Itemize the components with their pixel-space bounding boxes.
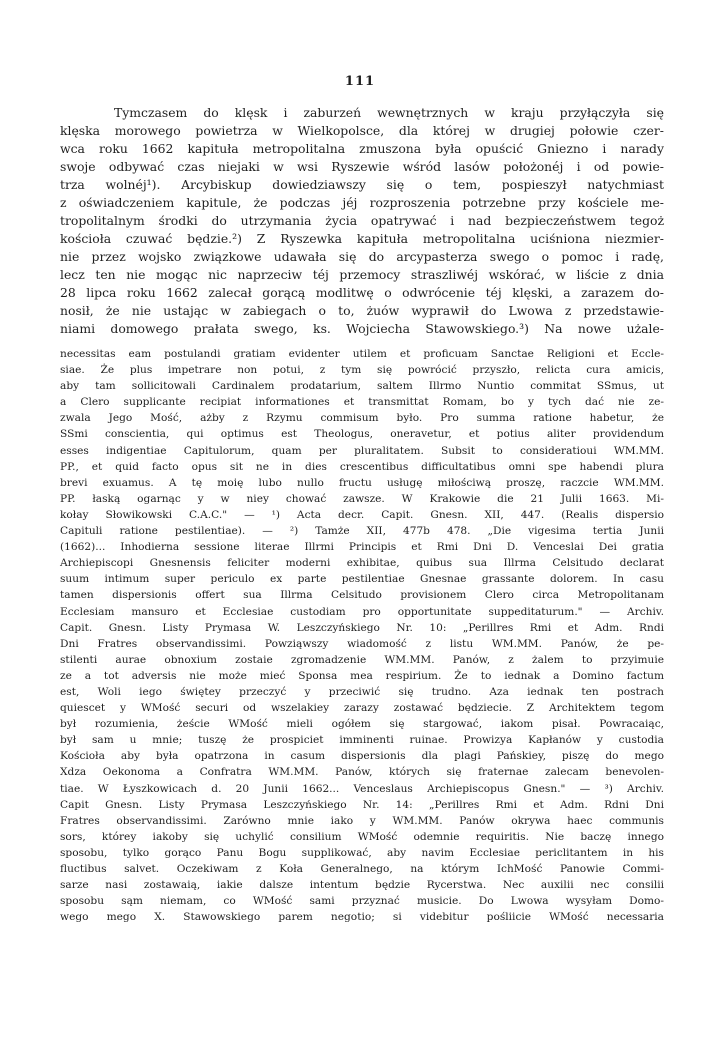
footnote-line: (1662)... Inhodierna sessione literae Illrmi Principis et Rmi Dni D. Venceslai Dei gratia [60, 541, 664, 554]
footnote-line: a Clero supplicante recipiat informationes et transmittat Romam, bo y tych dać nie ze- [60, 396, 664, 409]
footnote-line: sors, którey iakoby się uchylić consilium WMość odemnie requiritis. Nie baczę innego [60, 830, 664, 843]
footnote-line: Ecclesiam mansuro et Ecclesiae custodiam pro opportunitate suppeditaturum." — Archiv. [60, 605, 664, 618]
main-text-line: tropolitalnym środki do utrzymania życia opatrywać i nad bezpieczeństwem tegoż [60, 213, 664, 228]
footnote-line: fluctibus salvet. Oczekiwam z Koła Generalnego, na którym IchMość Panowie Commi- [60, 863, 664, 875]
footnote-line: wego mego X. Stawowskiego parem negotio; si videbitur pośliicie WMość necessaria [60, 911, 664, 924]
footnote-line: SSmi conscientia, qui optimus est Theologus, oneravetur, et potius aliter providendum [60, 428, 664, 441]
footnote-line: był sam u mnie; tuszę że prospiciet imminenti ruinae. Prowizya Kapłanów y custodia [60, 734, 664, 747]
footnote-line: tamen dispersionis offert sua Illrma Celsitudo provisionem Clero circa Metropolitanam [60, 589, 664, 602]
footnote-line: necessitas eam postulandi gratiam evidenter utilem et proficuam Sanctae Religioni et Eccle- [60, 348, 664, 360]
footnote-line: zwala Jego Mość, ażby z Rzymu commisum było. Pro summa ratione habetur, że [60, 412, 664, 425]
footnote-line: Capit. Gnesn. Listy Prymasa W. Leszczyńskiego Nr. 10: „Perillres Rmi et Adm. Rndi [60, 621, 664, 634]
page-number: 111 [344, 74, 376, 89]
footnote-line: Xdza Oekonoma a Confratra WM.MM. Panów, których się fraternae zalecam benevolen- [60, 766, 664, 779]
main-text-line: niami domowego prałata swego, ks. Wojciecha Stawowskiego.³) Na nowe użale- [60, 321, 664, 336]
main-text-line: Tymczasem do klęsk i zaburzeń wewnętrznych w kraju przyłączyła się [114, 105, 664, 120]
main-text [60, 104, 664, 338]
footnote-line: tiae. W Łyszkowicach d. 20 Junii 1662... Venceslaus Archiepiscopus Gnesn." — ³) Archiv. [60, 782, 664, 795]
footnote-line: Capit Gnesn. Listy Prymasa Leszczyńskiego Nr. 14: „Perillres Rmi et Adm. Rdni Dni [60, 798, 664, 811]
footnote-line: sarze nasi zostawaią, iakie dalsze intentum będzie Rycerstwa. Nec auxilii nec consilii [60, 879, 664, 892]
footnote-line: Kościoła aby była opatrzona in casum dispersionis dla plagi Pańskiey, piszę do mego [60, 750, 664, 763]
footnote-line: kołay Słowikowski C.A.C." — ¹) Acta decr. Capit. Gnesn. XII, 447. (Realis dispersio [60, 508, 664, 521]
footnote-line: suum intimum super periculo ex parte pestilentiae Gnesnae grassante dolorem. In casu [60, 573, 664, 586]
footnote-line: siae. Że plus impetrare non potui, z tym się powrócić przyszło, relicta cura amicis, [60, 364, 664, 377]
footnote-line: sposobu, tylko gorąco Panu Bogu supplikować, aby navim Ecclesiae periclitantem in his [60, 846, 664, 859]
footnote-line: est, Woli iego świętey przeczyć y przeciwić się trudno. Aza iednak ten postrach [60, 685, 664, 698]
main-text-line: trza wolnéj¹). Arcybiskup dowiedziawszy się o tem, pospieszył natychmiast [60, 177, 664, 192]
footnote-line: Archiepiscopi Gnesnensis feliciter moderni exhibitae, quibus sua Illrma Celsitudo declarat [60, 557, 664, 570]
footnote-line: aby tam sollicitowali Cardinalem prodatarium, saltem Illrmo Nuntio commitat SSmus, ut [60, 380, 664, 393]
footnote-line: Dni Fratres observandissimi. Powziąwszy wiadomość z listu WM.MM. Panów, że pe- [60, 637, 664, 650]
footnote-line: ze a tot adversis nie może mieć Sponsa mea respirium. Że to iednak a Domino factum [60, 669, 664, 682]
main-text-line: 28 lipca roku 1662 zalecał gorącą modlitwę o odwrócenie téj klęski, a zarazem do- [60, 285, 664, 300]
main-text-line: swoje odbywać czas niejaki w wsi Ryszewie wśród lasów położonéj i od powie- [60, 159, 664, 174]
footnote-line: Capituli ratione pestilentiae). — ²) Tamże XII, 477b 478. „Die vigesima tertia Junii [60, 525, 664, 538]
footnote-line: brevi exuamus. A tę moię lubo nullo fructu usługę miłościwą proszę, raczcie WM.MM. [60, 476, 664, 489]
footnote-line: był rozumienia, żeście WMość mieli ogółem się stargować, iakom pisał. Powracaiąc, [60, 718, 664, 731]
main-text-line: nie przez wojsko związkowe udawała się do arcypasterza swego o pomoc i radę, [60, 249, 664, 264]
footnote-line: esses indigentiae Capitulorum, quam per pluralitatem. Subsit to consideratioui WM.MM. [60, 444, 664, 457]
footnote-line: sposobu sąm niemam, co WMość sami przyznać musicie. Do Lwowa wysyłam Domo- [60, 895, 664, 908]
footnote-line: quiescet y WMość securi od wszelakiey zarazy zostawać będziecie. Z Architektem tegom [60, 702, 664, 715]
footnote-line: stilenti aurae obnoxium zostaie zgromadzenie WM.MM. Panów, z żalem to przyimuie [60, 653, 664, 666]
main-text-line: nosił, że nie ustając w zabiegach o to, żuów wyprawił do Lwowa z przedstawie- [60, 303, 664, 318]
main-text-line: wca roku 1662 kapituła metropolitalna zmuszona była opuścić Gniezno i narady [60, 141, 664, 156]
footnotes [60, 346, 664, 925]
main-text-line: kościoła czuwać będzie.²) Z Ryszewka kapituła metropolitalna uciśniona niezmier- [60, 231, 664, 246]
footnote-line: PP., et quid facto opus sit ne in dies crescentibus difficultatibus omni spe habendi plura [60, 460, 664, 473]
footnote-line: Fratres observandissimi. Zarówno mnie iako y WM.MM. Panów okrywa haec communis [60, 814, 664, 827]
main-text-line: z oświadczeniem kapitule, że podczas jéj rozproszenia potrzebne przy kościele me- [60, 195, 664, 210]
footnote-line: PP. łaską ogarnąc y w niey chować zawsze. W Krakowie die 21 Julii 1663. Mi- [60, 492, 664, 505]
main-text-line: lecz ten nie mogąc nic naprzeciw téj przemocy straszliwéj wskórać, w liście z dnia [60, 267, 664, 282]
main-text-line: klęska morowego powietrza w Wielkopolsce, dla której w drugiej połowie czer- [60, 123, 664, 138]
